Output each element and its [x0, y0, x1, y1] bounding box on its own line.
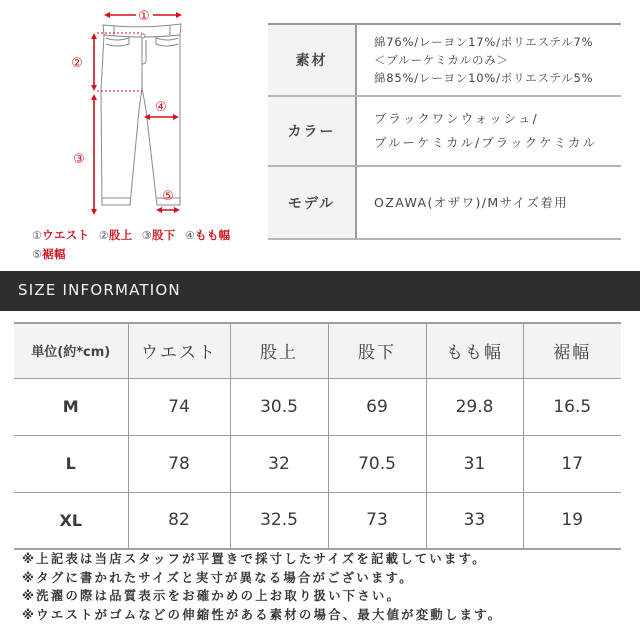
column-header-unit: 単位(約*cm) — [14, 323, 128, 378]
size-label: L — [14, 435, 128, 492]
cell-rise: 32.5 — [230, 492, 328, 549]
cell-inseam: 70.5 — [328, 435, 426, 492]
marker-hem: ⑤ — [162, 189, 174, 204]
color-line: ブルーケミカル/ブラックケミカル — [374, 135, 597, 150]
spec-label-color: カラー — [268, 97, 357, 165]
note-line: ※洗濯の際は品質表示をお確かめの上お取り扱い下さい。 — [22, 589, 402, 603]
color-line: ブラックワンウォッシュ/ — [374, 111, 539, 126]
table-row — [14, 378, 621, 435]
size-table-header-row — [14, 323, 621, 378]
legend-item-hem: ⑤裾幅 — [32, 247, 66, 261]
spec-row-material — [268, 25, 621, 97]
size-table — [14, 322, 621, 550]
cell-hem: 17 — [523, 435, 621, 492]
cell-inseam: 73 — [328, 492, 426, 549]
spec-row-model — [268, 167, 621, 240]
spec-label-model: モデル — [268, 167, 357, 238]
spec-value-material — [357, 25, 621, 95]
material-line: 綿76%/レーヨン17%/ポリエステル7% — [374, 35, 594, 49]
section-title: SIZE INFORMATION — [18, 281, 181, 299]
cell-thigh: 31 — [426, 435, 523, 492]
table-row — [14, 435, 621, 492]
legend-item-thigh: ④もも幅 — [184, 228, 231, 242]
marker-rise: ② — [71, 56, 83, 71]
size-label: M — [14, 378, 128, 435]
legend-item-rise: ②股上 — [98, 228, 133, 242]
cell-thigh: 33 — [426, 492, 523, 549]
legend-item-inseam: ③股下 — [141, 228, 176, 242]
note-line: ※上記表は当店スタッフが平置きで採寸したサイズを記載しています。 — [22, 552, 487, 566]
cell-hem: 19 — [523, 492, 621, 549]
cell-waist: 82 — [128, 492, 230, 549]
size-notes — [22, 550, 632, 624]
cell-waist: 74 — [128, 378, 230, 435]
note-line: ※タグに書かれたサイズと実寸が異なる場合がございます。 — [22, 570, 414, 585]
cell-thigh: 29.8 — [426, 378, 523, 435]
marker-waist: ① — [138, 9, 150, 24]
spec-row-color — [268, 97, 621, 167]
model-line: OZAWA(オザワ)/Mサイズ着用 — [374, 194, 569, 210]
column-header-hem: 裾幅 — [523, 323, 621, 378]
material-line: ＜ブルーケミカルのみ＞ — [374, 53, 509, 67]
product-spec-table — [268, 23, 621, 240]
size-information-header — [0, 271, 640, 311]
legend-item-waist: ①ウエスト — [32, 228, 90, 242]
note-line: ※ウエストがゴムなどの伸縮性がある素材の場合、最大値が変動します。 — [22, 607, 503, 622]
table-row — [14, 492, 621, 549]
marker-inseam: ③ — [73, 152, 85, 167]
spec-label-material: 素材 — [268, 25, 357, 95]
pants-measurement-diagram — [0, 0, 260, 265]
size-label: XL — [14, 492, 128, 549]
pants-illustration-icon — [0, 0, 260, 225]
column-header-rise: 股上 — [230, 323, 328, 378]
measurement-legend — [32, 226, 262, 264]
column-header-inseam: 股下 — [328, 323, 426, 378]
column-header-waist: ウエスト — [128, 323, 230, 378]
spec-value-color — [357, 97, 621, 165]
column-header-thigh: もも幅 — [426, 323, 523, 378]
cell-rise: 32 — [230, 435, 328, 492]
material-line: 綿85%/レーヨン10%/ポリエステル5% — [374, 71, 594, 85]
spec-value-model — [357, 167, 621, 238]
cell-inseam: 69 — [328, 378, 426, 435]
marker-thigh: ④ — [155, 100, 167, 115]
cell-hem: 16.5 — [523, 378, 621, 435]
cell-rise: 30.5 — [230, 378, 328, 435]
cell-waist: 78 — [128, 435, 230, 492]
